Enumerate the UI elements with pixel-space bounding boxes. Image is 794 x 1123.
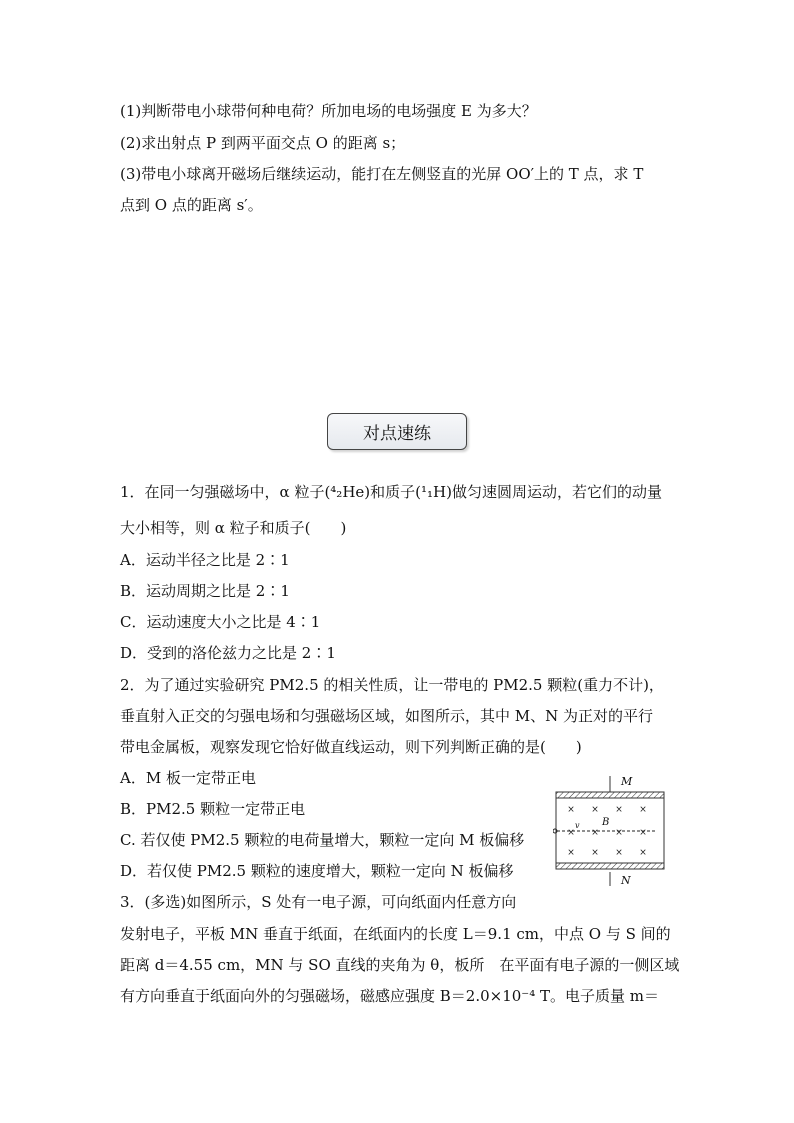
- q3-line: 3．(多选)如图所示，S 处有一电子源，可向纸面内任意方向: [120, 893, 517, 911]
- question-line: (2)求出射点 P 到两平面交点 O 的距离 s；: [120, 134, 406, 152]
- svg-text:×: ×: [567, 805, 575, 815]
- q1-option-b: B．运动周期之比是 2∶1: [120, 582, 290, 600]
- svg-text:×: ×: [567, 848, 575, 858]
- svg-text:×: ×: [615, 805, 623, 815]
- svg-text:×: ×: [639, 848, 647, 858]
- q2-stem-line: 带电金属板，观察发现它恰好做直线运动，则下列判断正确的是( ): [120, 738, 582, 756]
- svg-text:×: ×: [639, 805, 647, 815]
- q2-option-a: A．M 板一定带正电: [120, 769, 256, 787]
- question-line: (3)带电小球离开磁场后继续运动，能打在左侧竖直的光屏 OO′上的 T 点，求 T: [120, 165, 644, 183]
- q2-option-c: C. 若仅使 PM2.5 颗粒的电荷量增大，颗粒一定向 M 板偏移: [120, 831, 525, 849]
- q3-line: 距离 d＝4.55 cm，MN 与 SO 直线的夹角为 θ，板所 在平面有电子源的一侧区域: [120, 956, 680, 974]
- svg-text:×: ×: [615, 848, 623, 858]
- q3-line: 发射电子，平板 MN 垂直于纸面，在纸面内的长度 L＝9.1 cm，中点 O 与 S 间的: [120, 925, 671, 943]
- question-line: 点到 O 点的距离 s′。: [120, 196, 263, 214]
- plate-n: [556, 863, 664, 869]
- q1-option-d: D．受到的洛伦兹力之比是 2∶1: [120, 644, 336, 662]
- q2-option-b: B．PM2.5 颗粒一定带正电: [120, 800, 306, 818]
- svg-text:×: ×: [591, 805, 599, 815]
- svg-text:×: ×: [615, 828, 623, 838]
- svg-text:×: ×: [639, 828, 647, 838]
- svg-text:×: ×: [591, 828, 599, 838]
- q2-stem-line: 垂直射入正交的匀强电场和匀强磁场区域，如图所示，其中 M、N 为正对的平行: [120, 707, 654, 725]
- label-m: M: [621, 775, 633, 788]
- label-n: N: [621, 874, 631, 886]
- svg-text:×: ×: [567, 828, 575, 838]
- q2-stem-line: 2．为了通过实验研究 PM2.5 的相关性质，让一带电的 PM2.5 颗粒(重力不计)，: [120, 676, 664, 694]
- q1-option-c: C．运动速度大小之比是 4∶1: [120, 613, 321, 631]
- svg-text:×: ×: [591, 848, 599, 858]
- plates-field-figure: [553, 774, 668, 886]
- q1-stem-line: 1．在同一匀强磁场中，α 粒子(⁴₂He)和质子(¹₁H)做匀速圆周运动，若它们的动量: [120, 483, 662, 501]
- question-line: (1)判断带电小球带何种电荷？所加电场的电场强度 E 为多大？: [120, 102, 537, 120]
- q2-option-d: D．若仅使 PM2.5 颗粒的速度增大，颗粒一定向 N 板偏移: [120, 862, 514, 880]
- plate-m: [556, 792, 664, 798]
- q3-line: 有方向垂直于纸面向外的匀强磁场，磁感应强度 B＝2.0×10⁻⁴ T。电子质量 m＝: [120, 987, 659, 1005]
- label-v: v: [575, 821, 580, 830]
- label-b: B: [602, 817, 610, 828]
- section-title: 对点速练: [327, 413, 467, 450]
- q1-option-a: A．运动半径之比是 2∶1: [120, 551, 290, 569]
- q1-stem-line: 大小相等，则 α 粒子和质子( ): [120, 519, 347, 537]
